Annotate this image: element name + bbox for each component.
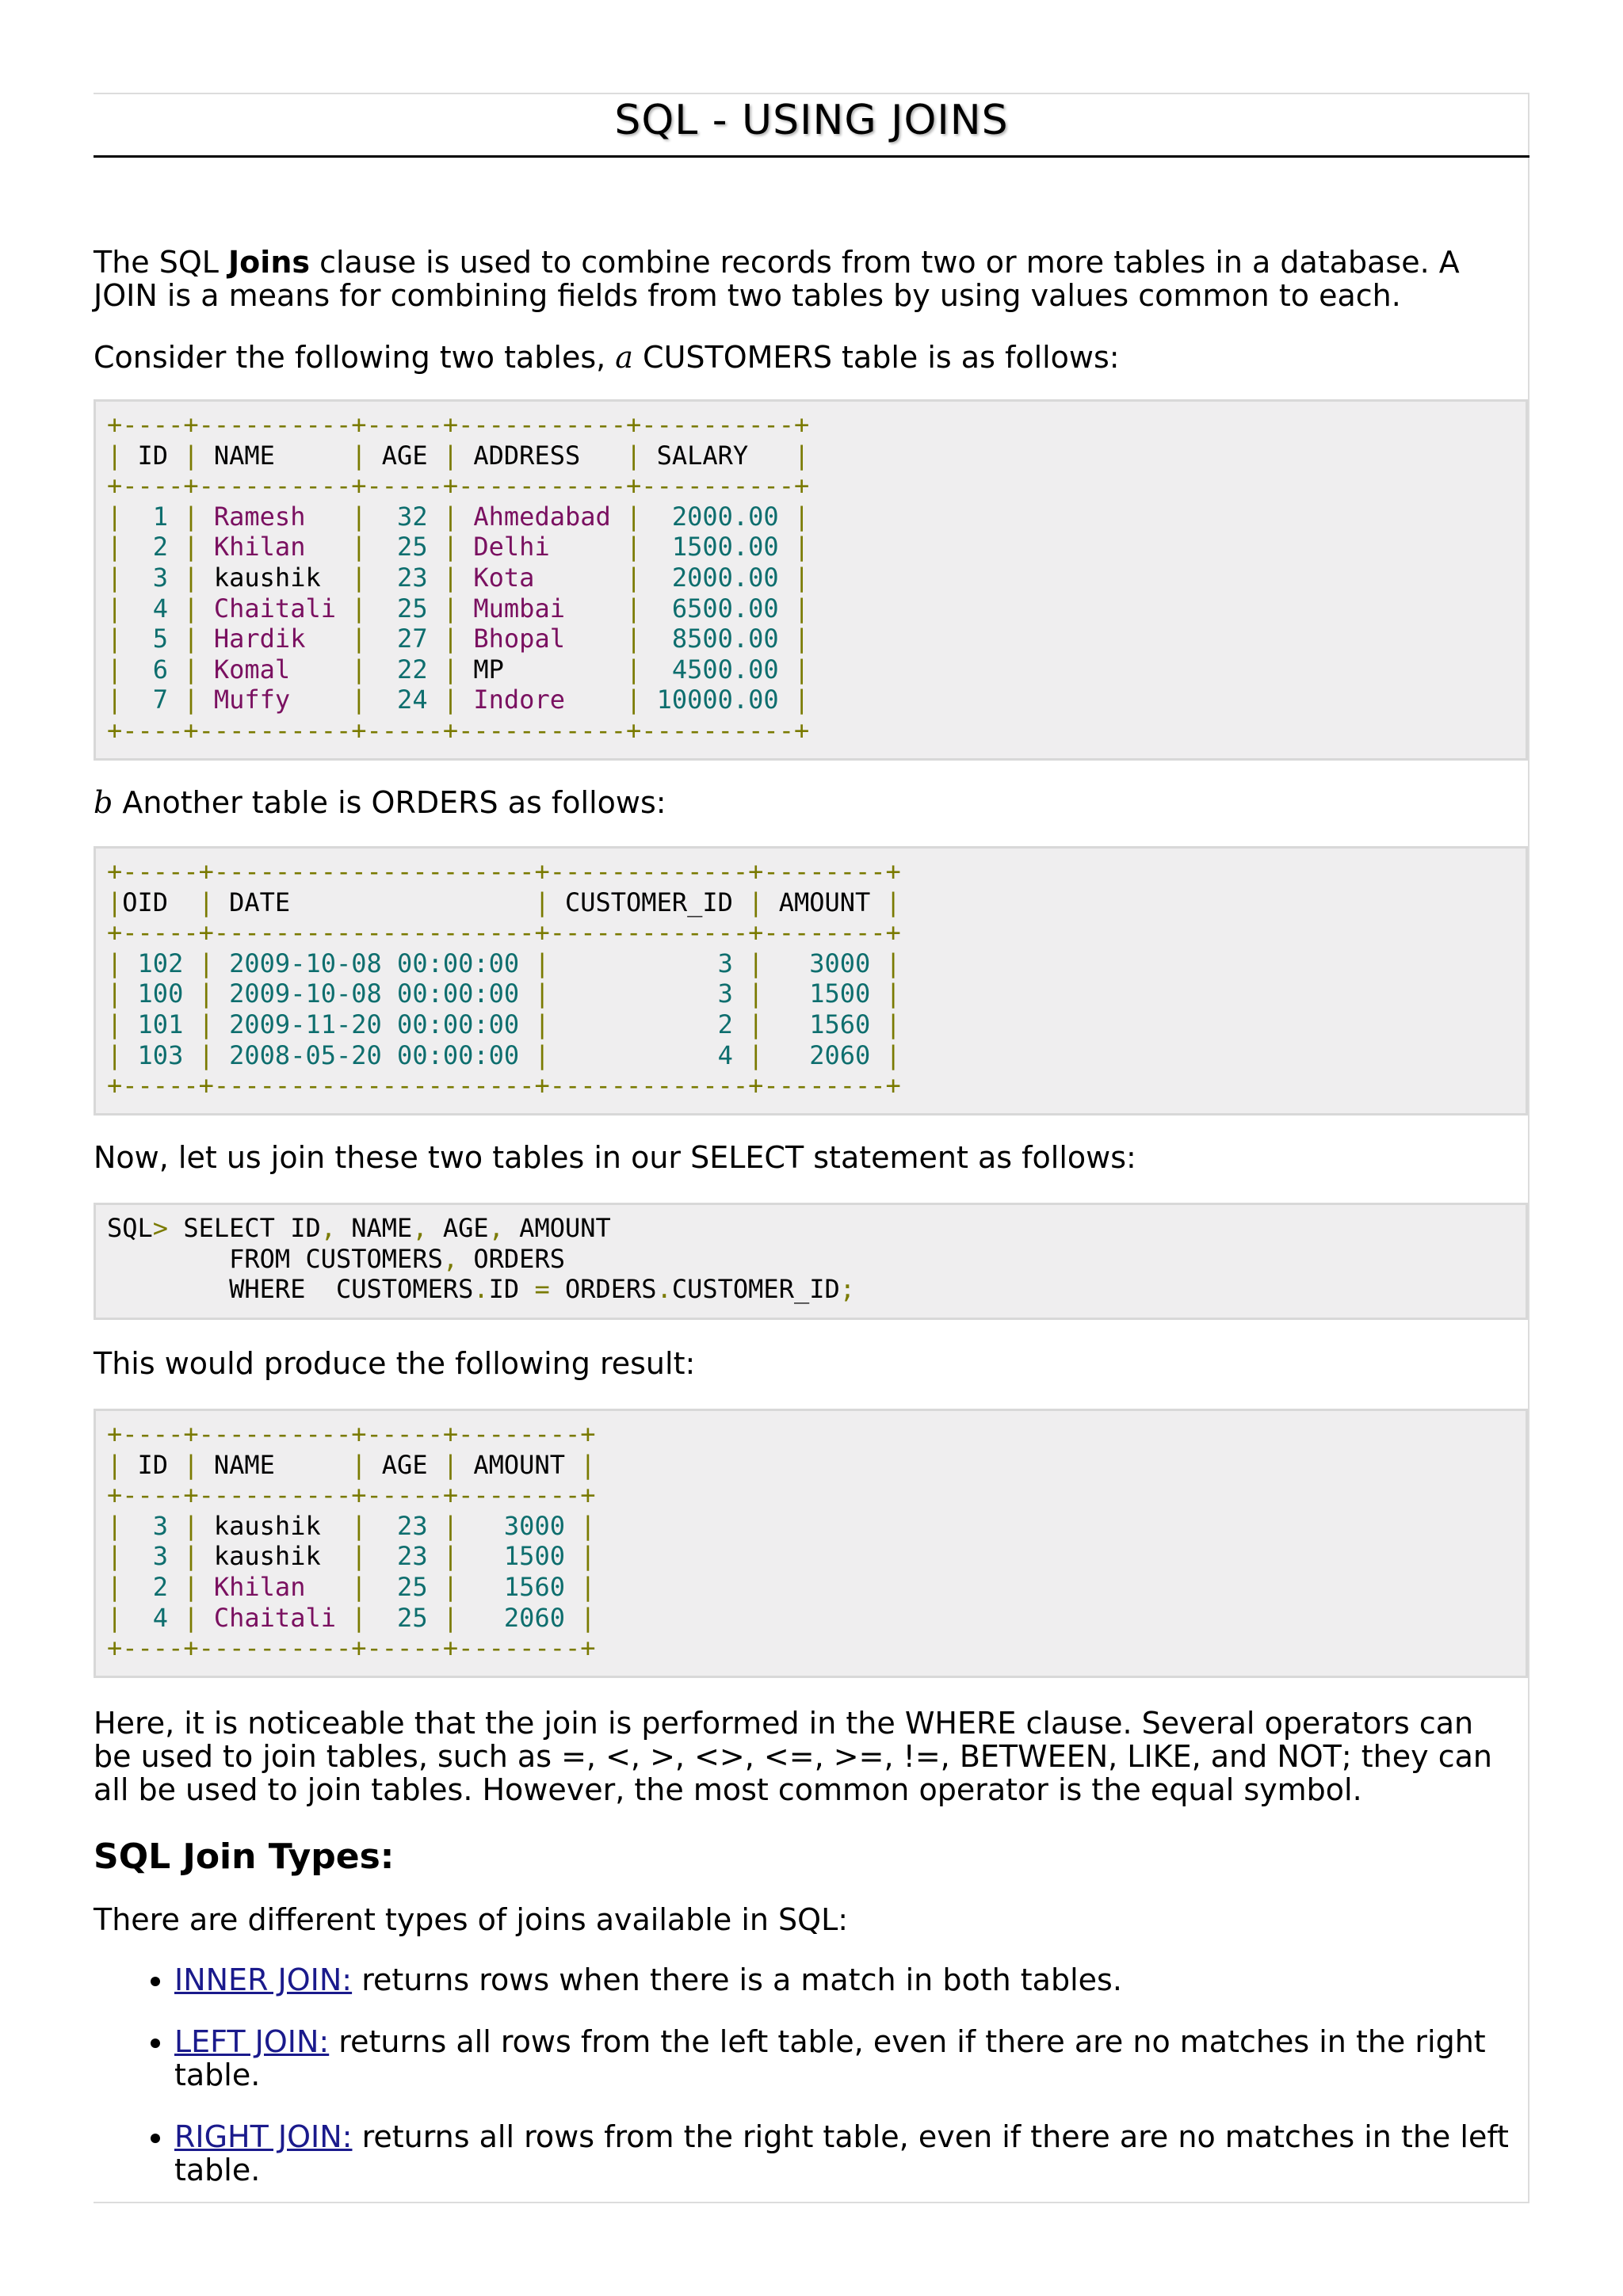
left-join-description: returns all rows from the left table, even if there are no matches in the right table. (174, 2024, 1486, 2092)
orders-pipe: | (107, 887, 123, 917)
inner-join-link[interactable]: INNER JOIN: (174, 1962, 353, 1997)
result-age-cell: 23 (366, 1510, 443, 1541)
result-amount-cell: 1500 (458, 1541, 581, 1572)
result-header-cell: NAME (198, 1449, 352, 1480)
result-border-line: +----+----------+-----+--------+ (107, 1480, 596, 1511)
query-block (94, 1203, 1528, 1320)
join-type-item (174, 1963, 1528, 1997)
result-id-cell: 3 (122, 1541, 184, 1572)
customers-address-cell: Delhi (458, 532, 627, 563)
intro-paragraph (94, 246, 1520, 312)
orders-pipe: | (748, 1039, 764, 1070)
customers-name-cell: kaushik (198, 562, 352, 593)
customers-address-cell: Kota (458, 562, 627, 593)
result-pipe: | (580, 1541, 596, 1572)
customers-salary-cell: 1500.00 (641, 532, 794, 563)
customers-pipe: | (107, 562, 123, 593)
customers-address-cell: Indore (458, 685, 627, 715)
orders-customer-id-cell: 3 (549, 948, 749, 978)
orders-date-cell: 2008-05-20 00:00:00 (213, 1039, 535, 1070)
query-text: AGE (427, 1213, 489, 1243)
query-text: NAME (335, 1213, 413, 1243)
orders-date-cell: 2009-10-08 00:00:00 (213, 948, 535, 978)
customers-pipe: | (107, 532, 123, 563)
result-border-line: +----+----------+-----+--------+ (107, 1419, 596, 1449)
orders-pipe: | (198, 978, 214, 1009)
customers-pipe: | (107, 685, 123, 715)
result-pipe: | (107, 1602, 123, 1633)
result-pipe: | (580, 1449, 596, 1480)
customers-pipe: | (107, 440, 123, 471)
result-age-cell: 25 (366, 1571, 443, 1602)
orders-pipe: | (534, 1039, 550, 1070)
customers-address-cell: Ahmedabad (458, 501, 627, 532)
orders-intro-text: Another table is ORDERS as follows: (113, 785, 666, 820)
result-name-cell: Chaitali (198, 1602, 352, 1633)
page-content (94, 246, 1528, 2215)
result-id-cell: 2 (122, 1571, 184, 1602)
orders-oid-cell: 103 (122, 1039, 199, 1070)
query-punctuation: , (412, 1213, 428, 1243)
customers-salary-cell: 2000.00 (641, 501, 794, 532)
result-pipe: | (107, 1449, 123, 1480)
result-pipe: | (442, 1571, 459, 1602)
join-type-item (174, 2025, 1528, 2092)
customers-pipe: | (183, 501, 199, 532)
orders-border-line: +-----+---------------------+-------------+--------+ (107, 917, 901, 948)
orders-header-cell: OID (122, 887, 199, 917)
right-join-link[interactable]: RIGHT JOIN: (174, 2119, 353, 2154)
customers-salary-cell: 2000.00 (641, 562, 794, 593)
orders-customer-id-cell: 3 (549, 978, 749, 1009)
result-pipe: | (351, 1571, 367, 1602)
query-text: SQL (107, 1213, 153, 1243)
result-pipe: | (580, 1602, 596, 1633)
customers-pipe: | (626, 685, 642, 715)
customers-id-cell: 1 (122, 501, 184, 532)
result-amount-cell: 3000 (458, 1510, 581, 1541)
customers-id-cell: 2 (122, 532, 184, 563)
query-text: SELECT ID (168, 1213, 321, 1243)
result-age-cell: 23 (366, 1541, 443, 1572)
result-table-block (94, 1409, 1528, 1678)
orders-pipe: | (198, 1039, 214, 1070)
customers-pipe: | (442, 654, 459, 685)
result-header-cell: ID (122, 1449, 184, 1480)
customers-pipe: | (183, 440, 199, 471)
customers-age-cell: 32 (366, 501, 443, 532)
join-types-list (94, 1963, 1528, 2187)
orders-intro (94, 786, 1528, 819)
query-text: ORDERS (458, 1243, 565, 1274)
right-join-description: returns all rows from the right table, even if there are no matches in the left table. (174, 2119, 1509, 2187)
query-text: AMOUNT (503, 1213, 611, 1243)
result-amount-cell: 1560 (458, 1571, 581, 1602)
orders-header-cell: AMOUNT (763, 887, 886, 917)
customers-salary-cell: 10000.00 (641, 685, 794, 715)
customers-pipe: | (351, 501, 367, 532)
result-header-cell: AGE (366, 1449, 443, 1480)
customers-address-cell: MP (458, 654, 627, 685)
result-pipe: | (351, 1541, 367, 1572)
customers-id-cell: 6 (122, 654, 184, 685)
result-pipe: | (183, 1602, 199, 1633)
customers-age-cell: 25 (366, 532, 443, 563)
orders-pipe: | (885, 978, 901, 1009)
customers-name-cell: Khilan (198, 532, 352, 563)
result-name-cell: kaushik (198, 1510, 352, 1541)
footnote-marker-a: a (615, 340, 633, 375)
customers-pipe: | (183, 654, 199, 685)
result-pipe: | (183, 1571, 199, 1602)
result-pipe: | (351, 1602, 367, 1633)
customers-pipe: | (351, 440, 367, 471)
query-punctuation: ; (839, 1274, 856, 1305)
customers-pipe: | (183, 532, 199, 563)
customers-header-cell: SALARY (641, 440, 794, 471)
orders-pipe: | (885, 948, 901, 978)
customers-header-cell: NAME (198, 440, 352, 471)
result-name-cell: Khilan (198, 1571, 352, 1602)
orders-pipe: | (748, 948, 764, 978)
orders-header-cell: CUSTOMER_ID (549, 887, 749, 917)
orders-amount-cell: 1500 (763, 978, 886, 1009)
customers-pipe: | (107, 501, 123, 532)
query-punctuation: , (320, 1213, 336, 1243)
customers-pipe: | (626, 532, 642, 563)
customers-intro-start: Consider the following two tables, (94, 340, 616, 375)
customers-name-cell: Chaitali (198, 593, 352, 624)
orders-pipe: | (107, 1009, 123, 1039)
orders-pipe: | (107, 978, 123, 1009)
customers-name-cell: Hardik (198, 624, 352, 654)
customers-salary-cell: 4500.00 (641, 654, 794, 685)
customers-pipe: | (626, 654, 642, 685)
customers-pipe: | (183, 624, 199, 654)
orders-pipe: | (885, 1039, 901, 1070)
customers-pipe: | (793, 532, 810, 563)
customers-pipe: | (793, 562, 810, 593)
customers-salary-cell: 6500.00 (641, 593, 794, 624)
customers-pipe: | (626, 624, 642, 654)
customers-name-cell: Komal (198, 654, 352, 685)
orders-pipe: | (198, 887, 214, 917)
result-id-cell: 4 (122, 1602, 184, 1633)
footnote-marker-b: b (94, 785, 113, 820)
orders-pipe: | (198, 1009, 214, 1039)
result-pipe: | (183, 1449, 199, 1480)
result-pipe: | (442, 1449, 459, 1480)
orders-border-line: +-----+---------------------+-------------+--------+ (107, 856, 901, 887)
customers-id-cell: 7 (122, 685, 184, 715)
customers-pipe: | (351, 593, 367, 624)
orders-pipe: | (748, 1009, 764, 1039)
customers-pipe: | (351, 685, 367, 715)
customers-pipe: | (183, 685, 199, 715)
result-border-line: +----+----------+-----+--------+ (107, 1633, 596, 1664)
query-text: WHERE CUSTOMERS (107, 1274, 474, 1305)
query-text: ORDERS (549, 1274, 657, 1305)
customers-id-cell: 4 (122, 593, 184, 624)
orders-amount-cell: 1560 (763, 1009, 886, 1039)
intro-text-end: clause is used to combine records from two or more tables in a database. A JOIN is a means for combining fields from two tables by using values common to each. (94, 245, 1460, 313)
result-pipe: | (183, 1541, 199, 1572)
orders-pipe: | (107, 948, 123, 978)
result-id-cell: 3 (122, 1510, 184, 1541)
orders-pipe: | (885, 887, 901, 917)
customers-age-cell: 25 (366, 593, 443, 624)
result-pipe: | (183, 1510, 199, 1541)
result-pipe: | (107, 1571, 123, 1602)
result-pipe: | (107, 1541, 123, 1572)
result-pipe: | (580, 1571, 596, 1602)
orders-oid-cell: 102 (122, 948, 199, 978)
customers-pipe: | (442, 440, 459, 471)
orders-pipe: | (534, 1009, 550, 1039)
customers-age-cell: 23 (366, 562, 443, 593)
result-pipe: | (580, 1510, 596, 1541)
customers-name-cell: Muffy (198, 685, 352, 715)
customers-age-cell: 24 (366, 685, 443, 715)
customers-pipe: | (442, 624, 459, 654)
query-punctuation: . (656, 1274, 672, 1305)
result-pipe: | (442, 1510, 459, 1541)
customers-address-cell: Mumbai (458, 593, 627, 624)
customers-age-cell: 27 (366, 624, 443, 654)
inner-join-description: returns rows when there is a match in both tables. (352, 1962, 1122, 1997)
orders-date-cell: 2009-11-20 00:00:00 (213, 1009, 535, 1039)
customers-salary-cell: 8500.00 (641, 624, 794, 654)
orders-pipe: | (198, 948, 214, 978)
orders-pipe: | (885, 1009, 901, 1039)
customers-pipe: | (107, 593, 123, 624)
result-pipe: | (107, 1510, 123, 1541)
result-pipe: | (351, 1449, 367, 1480)
intro-text-start: The SQL (94, 245, 229, 280)
customers-intro-end: CUSTOMERS table is as follows: (632, 340, 1120, 375)
customers-pipe: | (626, 440, 642, 471)
query-punctuation: , (442, 1243, 459, 1274)
result-amount-cell: 2060 (458, 1602, 581, 1633)
orders-amount-cell: 2060 (763, 1039, 886, 1070)
customers-pipe: | (626, 593, 642, 624)
customers-border-line: +----+----------+-----+-----------+----------+ (107, 410, 810, 440)
join-type-item (174, 2120, 1528, 2187)
query-punctuation: = (534, 1274, 550, 1305)
customers-pipe: | (442, 562, 459, 593)
result-intro: This would produce the following result: (94, 1346, 696, 1381)
orders-pipe: | (748, 978, 764, 1009)
customers-name-cell: Ramesh (198, 501, 352, 532)
result-pipe: | (442, 1602, 459, 1633)
orders-header-cell: DATE (213, 887, 535, 917)
result-age-cell: 25 (366, 1602, 443, 1633)
orders-pipe: | (534, 948, 550, 978)
left-join-link[interactable]: LEFT JOIN: (174, 2024, 330, 2059)
customers-pipe: | (626, 562, 642, 593)
query-punctuation: . (473, 1274, 489, 1305)
customers-address-cell: Bhopal (458, 624, 627, 654)
orders-oid-cell: 101 (122, 1009, 199, 1039)
customers-pipe: | (793, 501, 810, 532)
customers-pipe: | (626, 501, 642, 532)
query-punctuation: , (488, 1213, 504, 1243)
customers-border-line: +----+----------+-----+-----------+----------+ (107, 715, 810, 746)
orders-border-line: +-----+---------------------+-------------+--------+ (107, 1070, 901, 1101)
customers-pipe: | (793, 654, 810, 685)
customers-pipe: | (351, 654, 367, 685)
title-bar (94, 93, 1529, 158)
customers-pipe: | (351, 624, 367, 654)
customers-pipe: | (107, 654, 123, 685)
page-title: SQL - USING JOINS (614, 97, 1009, 144)
query-text: CUSTOMER_ID (671, 1274, 840, 1305)
customers-table-block (94, 399, 1528, 761)
customers-id-cell: 5 (122, 624, 184, 654)
result-pipe: | (351, 1510, 367, 1541)
customers-header-cell: ID (122, 440, 184, 471)
orders-pipe: | (748, 887, 764, 917)
orders-date-cell: 2009-10-08 00:00:00 (213, 978, 535, 1009)
customers-pipe: | (793, 624, 810, 654)
orders-customer-id-cell: 2 (549, 1009, 749, 1039)
customers-id-cell: 3 (122, 562, 184, 593)
customers-intro (94, 341, 1528, 374)
customers-pipe: | (793, 685, 810, 715)
customers-header-cell: ADDRESS (458, 440, 627, 471)
orders-pipe: | (107, 1039, 123, 1070)
customers-pipe: | (442, 532, 459, 563)
customers-pipe: | (793, 440, 810, 471)
join-types-intro: There are different types of joins available in SQL: (94, 1902, 849, 1937)
customers-header-cell: AGE (366, 440, 443, 471)
result-pipe: | (442, 1541, 459, 1572)
orders-customer-id-cell: 4 (549, 1039, 749, 1070)
orders-amount-cell: 3000 (763, 948, 886, 978)
customers-pipe: | (351, 562, 367, 593)
customers-pipe: | (793, 593, 810, 624)
result-name-cell: kaushik (198, 1541, 352, 1572)
query-punctuation: > (152, 1213, 169, 1243)
query-text: FROM CUSTOMERS (107, 1243, 443, 1274)
customers-pipe: | (107, 624, 123, 654)
join-intro: Now, let us join these two tables in our SELECT statement as follows: (94, 1140, 1136, 1175)
customers-pipe: | (351, 532, 367, 563)
customers-border-line: +----+----------+-----+-----------+----------+ (107, 471, 810, 502)
explanation-paragraph: Here, it is noticeable that the join is performed in the WHERE clause. Several operators can be used to join tables, such as =, <, >, <>, <=, >=, !=, BETWEEN, LIKE, and NOT; they can all be used to join tables. However, the most common operator is the equal symbol. (94, 1706, 1492, 1807)
orders-pipe: | (534, 887, 550, 917)
customers-age-cell: 22 (366, 654, 443, 685)
customers-pipe: | (442, 685, 459, 715)
intro-bold-joins: Joins (228, 245, 310, 280)
join-types-heading: SQL Join Types: (94, 1836, 395, 1877)
customers-pipe: | (442, 593, 459, 624)
customers-pipe: | (183, 562, 199, 593)
orders-table-block (94, 846, 1528, 1116)
query-text: ID (488, 1274, 535, 1305)
orders-pipe: | (534, 978, 550, 1009)
customers-pipe: | (183, 593, 199, 624)
result-header-cell: AMOUNT (458, 1449, 581, 1480)
customers-pipe: | (442, 501, 459, 532)
orders-oid-cell: 100 (122, 978, 199, 1009)
